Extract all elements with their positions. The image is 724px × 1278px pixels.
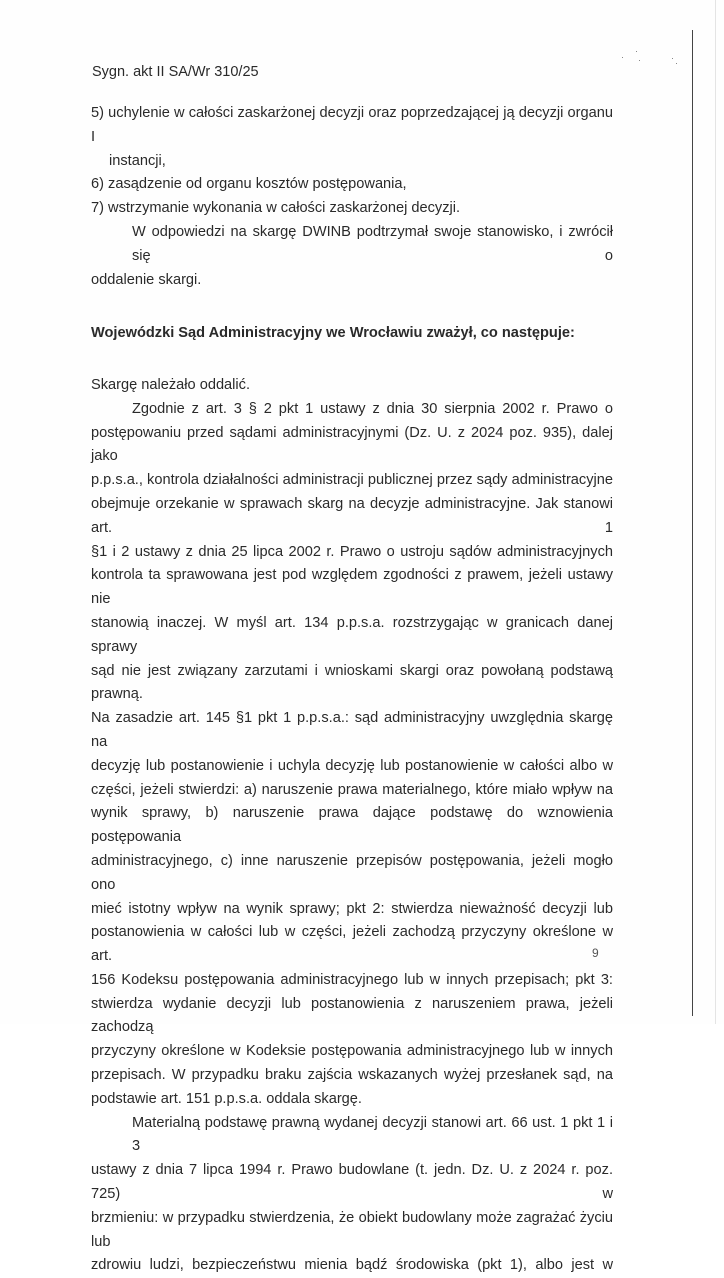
- list-item-line: 7) wstrzymanie wykonania w całości zaskarżonej decyzji.: [91, 200, 461, 217]
- list-item-line: 5) uchylenie w całości zaskarżonej decyzji oraz poprzedzającej ją decyzji organu I: [91, 105, 613, 145]
- section-heading: Wojewódzki Sąd Administracyjny we Wrocławiu zważył, co następuje:: [91, 325, 575, 342]
- page-number: 9: [592, 946, 599, 960]
- scan-speck: [676, 63, 677, 64]
- paragraph-line: brzmieniu: w przypadku stwierdzenia, że obiekt budowlany może zagrażać życiu lub: [91, 1209, 613, 1250]
- list-item: [91, 173, 613, 197]
- scan-speck: [636, 51, 637, 52]
- scan-speck: [672, 58, 673, 59]
- paragraph-line: administracyjnego, c) inne naruszenie przepisów postępowania, jeżeli mogło ono: [91, 852, 613, 893]
- paragraph-line: postępowaniu przed sądami administracyjnymi (Dz. U. z 2024 poz. 935), dalej jako: [91, 424, 613, 465]
- paragraph-line: p.p.s.a., kontrola działalności administracji publicznej przez sądy administracyjne: [91, 472, 613, 489]
- scan-speck: [639, 60, 640, 61]
- paragraph-line: §1 i 2 ustawy z dnia 25 lipca 2002 r. Prawo o ustroju sądów administracyjnych: [91, 543, 613, 560]
- case-reference: Sygn. akt II SA/Wr 310/25: [92, 64, 259, 80]
- paragraph-line: stwierdza wydanie decyzji lub postanowienia z naruszeniem prawa, jeżeli zachodzą: [91, 995, 613, 1036]
- paragraph-line: części, jeżeli stwierdzi: a) naruszenie prawa materialnego, które miało wpływ na: [91, 781, 613, 798]
- paragraph-line: przepisach. W przypadku braku zajścia wskazanych wyżej przesłanek sąd, na: [91, 1067, 613, 1084]
- paragraph-line: oddalenie skargi.: [91, 271, 202, 288]
- list-item-line: instancji,: [109, 152, 166, 169]
- verdict-text: Skargę należało oddalić.: [91, 376, 251, 393]
- paragraph-line: Materialną podstawę prawną wydanej decyzji stanowi art. 66 ust. 1 pkt 1 i 3: [132, 1114, 613, 1155]
- paragraph-line: zdrowiu ludzi, bezpieczeństwu mienia bądź środowiska (pkt 1), albo jest w: [91, 1257, 613, 1274]
- paragraph-line: wynik sprawy, b) naruszenie prawa dające podstawę do wznowienia postępowania: [91, 805, 613, 846]
- paragraph-line: Na zasadzie art. 145 §1 pkt 1 p.p.s.a.: sąd administracyjny uwzględnia skargę na: [91, 710, 613, 750]
- paragraph-line: W odpowiedzi na skargę DWINB podtrzymał swoje stanowisko, i zwrócił się o: [132, 223, 613, 264]
- paragraph-line: przyczyny określone w Kodeksie postępowania administracyjnego lub w innych: [91, 1043, 613, 1060]
- list-item: [91, 197, 613, 221]
- paragraph-line: 156 Kodeksu postępowania administracyjnego lub w innych przepisach; pkt 3:: [91, 971, 613, 988]
- document-body: [91, 102, 613, 1278]
- response-paragraph: [91, 221, 613, 292]
- scan-edge-shadow: [715, 0, 716, 1024]
- list-item: [91, 102, 613, 173]
- paragraph-line: sąd nie jest związany zarzutami i wnioskami skargi oraz powołaną podstawą prawną.: [91, 662, 613, 703]
- paragraph-line: kontrola ta sprawowana jest pod względem zgodności z prawem, jeżeli ustawy nie: [91, 567, 613, 608]
- paragraph-line: postanowienia w całości lub w części, jeżeli zachodzą przyczyny określone w art.: [91, 924, 613, 965]
- paragraph-line: obejmuje orzekanie w sprawach skarg na decyzje administracyjne. Jak stanowi art. 1: [91, 495, 613, 536]
- paragraph-2: [91, 1112, 613, 1278]
- paragraph-line: podstawie art. 151 p.p.s.a. oddala skargę.: [91, 1090, 362, 1107]
- paragraph-line: decyzję lub postanowienie i uchyla decyzję lub postanowienie w całości albo w: [91, 757, 613, 774]
- paragraph-line: mieć istotny wpływ na wynik sprawy; pkt 2: stwierdza nieważność decyzji lub: [91, 900, 613, 917]
- paragraph-line: Zgodnie z art. 3 § 2 pkt 1 ustawy z dnia 30 sierpnia 2002 r. Prawo o: [132, 400, 613, 417]
- scan-speck: [622, 57, 623, 58]
- scan-edge-line: [692, 30, 693, 1016]
- paragraph-1: [91, 398, 613, 1112]
- paragraph-line: stanowią inaczej. W myśl art. 134 p.p.s.a. rozstrzygając w granicach danej sprawy: [91, 614, 613, 655]
- list-item-line: 6) zasądzenie od organu kosztów postępowania,: [91, 176, 407, 193]
- paragraph-line: ustawy z dnia 7 lipca 1994 r. Prawo budowlane (t. jedn. Dz. U. z 2024 r. poz. 725) w: [91, 1162, 613, 1203]
